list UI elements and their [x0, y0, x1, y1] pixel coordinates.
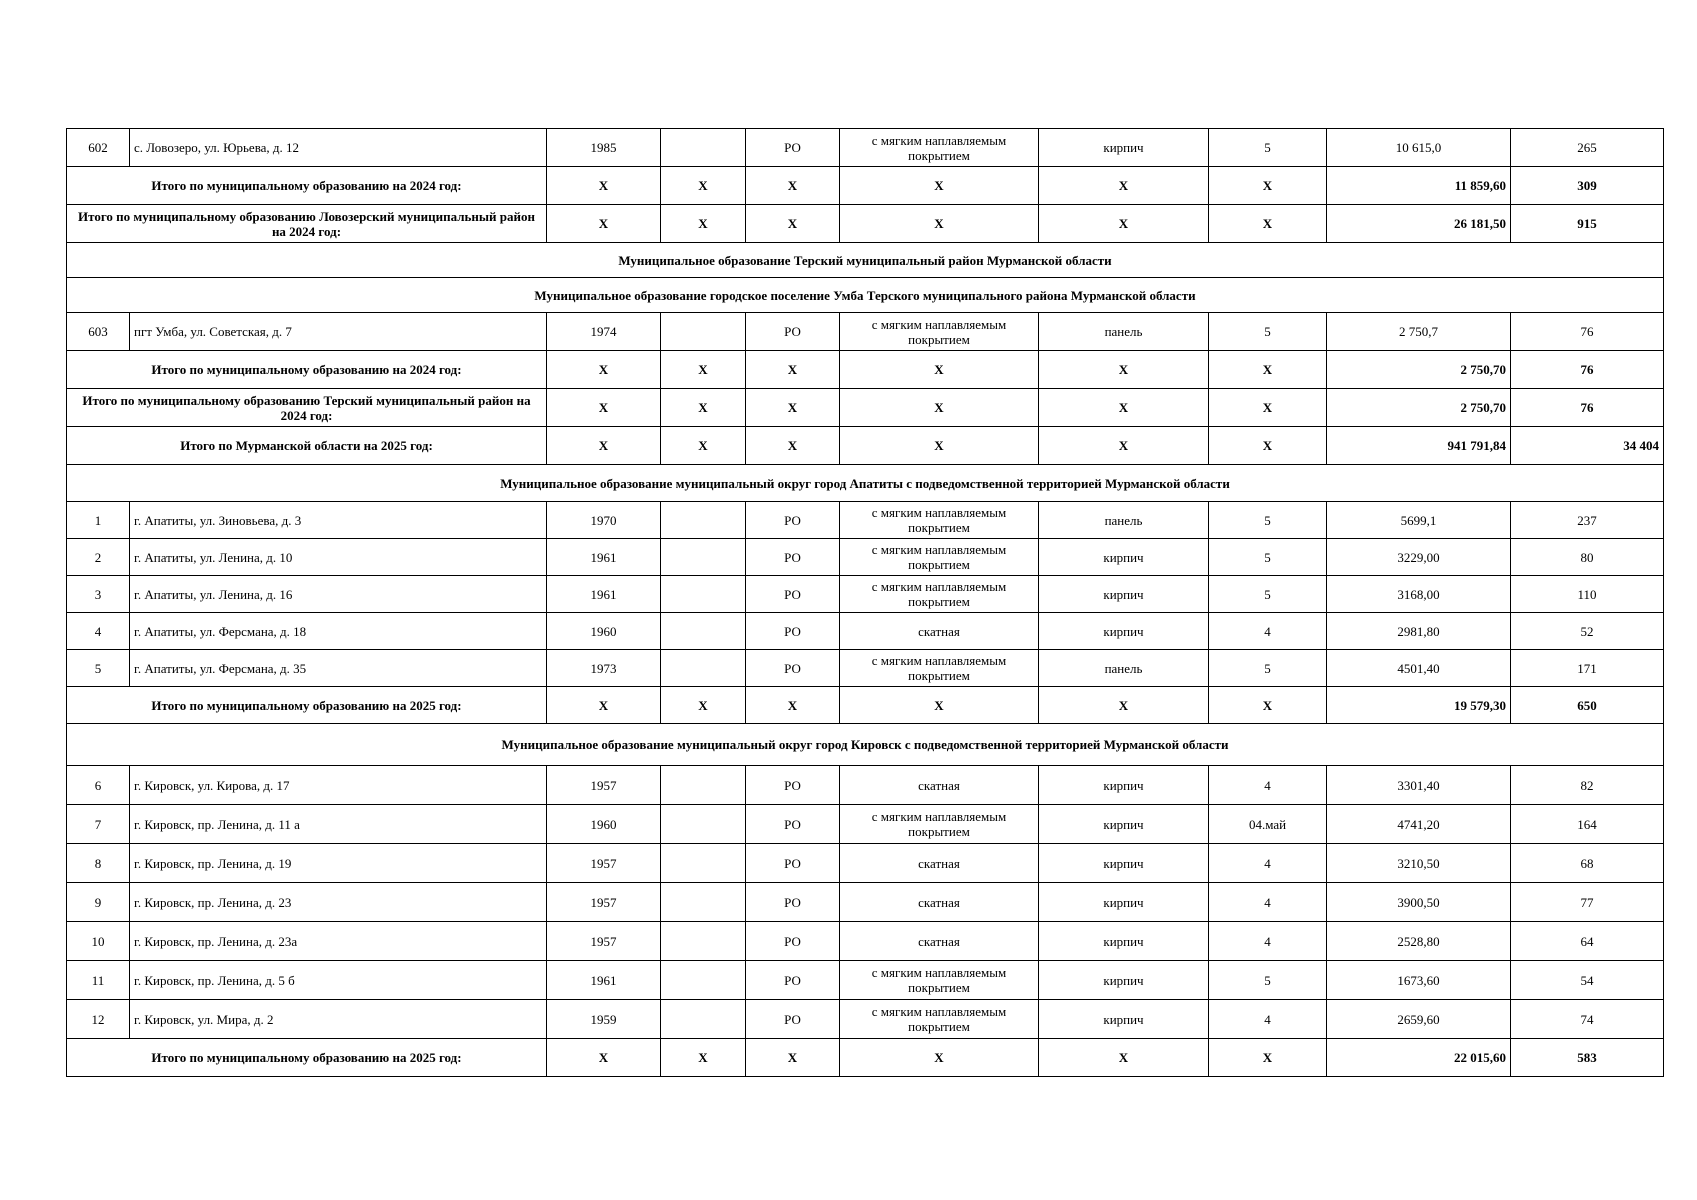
year-cell: 1961: [547, 576, 661, 613]
blank-cell: [661, 502, 746, 539]
wall-material-cell: кирпич: [1039, 1000, 1209, 1039]
total-label: Итого по муниципальному образованию Терский муниципальный район на 2024 год:: [67, 389, 547, 427]
blank-cell: [661, 805, 746, 844]
section-header-row: [67, 243, 1664, 278]
roof-type-cell: с мягким наплавляемым покрытием: [840, 961, 1039, 1000]
roof-type-cell: с мягким наплавляемым покрытием: [840, 129, 1039, 167]
row-number: 12: [67, 1000, 130, 1039]
x-mark: X: [547, 389, 661, 427]
x-mark: X: [1209, 205, 1327, 243]
roof-type-cell: скатная: [840, 922, 1039, 961]
total-residents: 309: [1511, 167, 1664, 205]
residents-cell: 164: [1511, 805, 1664, 844]
total-area: 941 791,84: [1327, 427, 1511, 465]
x-mark: X: [1209, 389, 1327, 427]
fund-method-cell: РО: [746, 805, 840, 844]
residents-cell: 74: [1511, 1000, 1664, 1039]
wall-material-cell: кирпич: [1039, 805, 1209, 844]
residents-cell: 80: [1511, 539, 1664, 576]
roof-type-cell: скатная: [840, 766, 1039, 805]
wall-material-cell: кирпич: [1039, 844, 1209, 883]
year-cell: 1957: [547, 922, 661, 961]
wall-material-cell: кирпич: [1039, 576, 1209, 613]
wall-material-cell: кирпич: [1039, 883, 1209, 922]
x-mark: X: [1209, 427, 1327, 465]
fund-method-cell: РО: [746, 1000, 840, 1039]
x-mark: X: [840, 351, 1039, 389]
row-number: 603: [67, 313, 130, 351]
table-row: [67, 539, 1664, 576]
table-row: [67, 922, 1664, 961]
total-label: Итого по муниципальному образованию на 2025 год:: [67, 687, 547, 724]
roof-type-cell: с мягким наплавляемым покрытием: [840, 502, 1039, 539]
table-row: [67, 766, 1664, 805]
wall-material-cell: панель: [1039, 650, 1209, 687]
total-area: 26 181,50: [1327, 205, 1511, 243]
x-mark: X: [661, 205, 746, 243]
wall-material-cell: кирпич: [1039, 613, 1209, 650]
address-cell: г. Апатиты, ул. Ферсмана, д. 18: [130, 613, 547, 650]
total-row: [67, 1039, 1664, 1077]
x-mark: X: [1039, 427, 1209, 465]
x-mark: X: [661, 427, 746, 465]
floors-cell: 4: [1209, 613, 1327, 650]
x-mark: X: [1039, 687, 1209, 724]
total-residents: 650: [1511, 687, 1664, 724]
address-cell: г. Апатиты, ул. Зиновьева, д. 3: [130, 502, 547, 539]
x-mark: X: [840, 687, 1039, 724]
blank-cell: [661, 576, 746, 613]
total-row: [67, 389, 1664, 427]
x-mark: X: [661, 687, 746, 724]
wall-material-cell: кирпич: [1039, 129, 1209, 167]
x-mark: X: [661, 1039, 746, 1077]
table-row: [67, 1000, 1664, 1039]
x-mark: X: [547, 427, 661, 465]
fund-method-cell: РО: [746, 502, 840, 539]
total-area: 2 750,70: [1327, 351, 1511, 389]
x-mark: X: [1039, 351, 1209, 389]
year-cell: 1957: [547, 883, 661, 922]
residents-cell: 64: [1511, 922, 1664, 961]
address-cell: с. Ловозеро, ул. Юрьева, д. 12: [130, 129, 547, 167]
wall-material-cell: кирпич: [1039, 539, 1209, 576]
area-cell: 1673,60: [1327, 961, 1511, 1000]
x-mark: X: [547, 351, 661, 389]
table-row: [67, 129, 1664, 167]
year-cell: 1985: [547, 129, 661, 167]
total-label: Итого по Мурманской области на 2025 год:: [67, 427, 547, 465]
year-cell: 1960: [547, 805, 661, 844]
section-header: Муниципальное образование муниципальный округ город Апатиты с подведомственной территорией Мурманской области: [67, 465, 1664, 502]
x-mark: X: [661, 167, 746, 205]
address-cell: г. Апатиты, ул. Ферсмана, д. 35: [130, 650, 547, 687]
residents-cell: 110: [1511, 576, 1664, 613]
roof-type-cell: скатная: [840, 613, 1039, 650]
floors-cell: 5: [1209, 539, 1327, 576]
blank-cell: [661, 961, 746, 1000]
section-header: Муниципальное образование Терский муниципальный район Мурманской области: [67, 243, 1664, 278]
total-residents: 34 404: [1511, 427, 1664, 465]
table-row: [67, 883, 1664, 922]
floors-cell: 04.май: [1209, 805, 1327, 844]
x-mark: X: [840, 167, 1039, 205]
row-number: 4: [67, 613, 130, 650]
x-mark: X: [547, 1039, 661, 1077]
area-cell: 3301,40: [1327, 766, 1511, 805]
roof-type-cell: с мягким наплавляемым покрытием: [840, 539, 1039, 576]
wall-material-cell: кирпич: [1039, 922, 1209, 961]
x-mark: X: [1039, 205, 1209, 243]
area-cell: 3229,00: [1327, 539, 1511, 576]
roof-type-cell: с мягким наплавляемым покрытием: [840, 313, 1039, 351]
year-cell: 1970: [547, 502, 661, 539]
wall-material-cell: панель: [1039, 313, 1209, 351]
blank-cell: [661, 129, 746, 167]
residents-cell: 171: [1511, 650, 1664, 687]
x-mark: X: [661, 389, 746, 427]
table-row: [67, 576, 1664, 613]
year-cell: 1961: [547, 539, 661, 576]
table-row: [67, 961, 1664, 1000]
address-cell: г. Кировск, пр. Ленина, д. 23а: [130, 922, 547, 961]
blank-cell: [661, 1000, 746, 1039]
area-cell: 2 750,7: [1327, 313, 1511, 351]
residents-cell: 52: [1511, 613, 1664, 650]
total-area: 19 579,30: [1327, 687, 1511, 724]
total-residents: 76: [1511, 389, 1664, 427]
x-mark: X: [840, 427, 1039, 465]
section-header: Муниципальное образование городское поселение Умба Терского муниципального района Мурманской области: [67, 278, 1664, 313]
x-mark: X: [547, 167, 661, 205]
residents-cell: 68: [1511, 844, 1664, 883]
fund-method-cell: РО: [746, 576, 840, 613]
residents-cell: 237: [1511, 502, 1664, 539]
wall-material-cell: панель: [1039, 502, 1209, 539]
area-cell: 2659,60: [1327, 1000, 1511, 1039]
x-mark: X: [1209, 687, 1327, 724]
blank-cell: [661, 844, 746, 883]
x-mark: X: [840, 205, 1039, 243]
section-header: Муниципальное образование муниципальный округ город Кировск с подведомственной территорией Мурманской области: [67, 724, 1664, 766]
blank-cell: [661, 613, 746, 650]
x-mark: X: [1039, 389, 1209, 427]
residents-cell: 82: [1511, 766, 1664, 805]
roof-type-cell: с мягким наплавляемым покрытием: [840, 650, 1039, 687]
fund-method-cell: РО: [746, 313, 840, 351]
total-row: [67, 427, 1664, 465]
x-mark: X: [1039, 1039, 1209, 1077]
x-mark: X: [1209, 1039, 1327, 1077]
blank-cell: [661, 883, 746, 922]
housing-table: [66, 128, 1664, 1077]
residents-cell: 265: [1511, 129, 1664, 167]
year-cell: 1974: [547, 313, 661, 351]
x-mark: X: [746, 687, 840, 724]
year-cell: 1960: [547, 613, 661, 650]
address-cell: г. Кировск, пр. Ленина, д. 11 а: [130, 805, 547, 844]
year-cell: 1957: [547, 766, 661, 805]
area-cell: 4741,20: [1327, 805, 1511, 844]
area-cell: 2528,80: [1327, 922, 1511, 961]
total-area: 22 015,60: [1327, 1039, 1511, 1077]
area-cell: 4501,40: [1327, 650, 1511, 687]
floors-cell: 5: [1209, 502, 1327, 539]
x-mark: X: [547, 687, 661, 724]
fund-method-cell: РО: [746, 129, 840, 167]
total-label: Итого по муниципальному образованию на 2025 год:: [67, 1039, 547, 1077]
section-header-row: [67, 278, 1664, 313]
address-cell: г. Кировск, ул. Кирова, д. 17: [130, 766, 547, 805]
wall-material-cell: кирпич: [1039, 961, 1209, 1000]
address-cell: г. Кировск, пр. Ленина, д. 5 б: [130, 961, 547, 1000]
row-number: 9: [67, 883, 130, 922]
total-label: Итого по муниципальному образованию на 2024 год:: [67, 167, 547, 205]
fund-method-cell: РО: [746, 539, 840, 576]
table-row: [67, 650, 1664, 687]
blank-cell: [661, 539, 746, 576]
year-cell: 1957: [547, 844, 661, 883]
area-cell: 3900,50: [1327, 883, 1511, 922]
x-mark: X: [547, 205, 661, 243]
fund-method-cell: РО: [746, 844, 840, 883]
total-area: 2 750,70: [1327, 389, 1511, 427]
table-row: [67, 313, 1664, 351]
floors-cell: 4: [1209, 1000, 1327, 1039]
floors-cell: 4: [1209, 844, 1327, 883]
fund-method-cell: РО: [746, 613, 840, 650]
total-row: [67, 167, 1664, 205]
address-cell: пгт Умба, ул. Советская, д. 7: [130, 313, 547, 351]
blank-cell: [661, 766, 746, 805]
x-mark: X: [746, 205, 840, 243]
row-number: 6: [67, 766, 130, 805]
roof-type-cell: скатная: [840, 844, 1039, 883]
floors-cell: 4: [1209, 922, 1327, 961]
fund-method-cell: РО: [746, 883, 840, 922]
address-cell: г. Кировск, пр. Ленина, д. 23: [130, 883, 547, 922]
floors-cell: 5: [1209, 576, 1327, 613]
row-number: 2: [67, 539, 130, 576]
table-row: [67, 502, 1664, 539]
section-header-row: [67, 465, 1664, 502]
roof-type-cell: с мягким наплавляемым покрытием: [840, 576, 1039, 613]
year-cell: 1959: [547, 1000, 661, 1039]
roof-type-cell: с мягким наплавляемым покрытием: [840, 1000, 1039, 1039]
fund-method-cell: РО: [746, 961, 840, 1000]
x-mark: X: [840, 1039, 1039, 1077]
row-number: 3: [67, 576, 130, 613]
x-mark: X: [661, 351, 746, 389]
floors-cell: 5: [1209, 650, 1327, 687]
row-number: 11: [67, 961, 130, 1000]
floors-cell: 4: [1209, 883, 1327, 922]
x-mark: X: [1209, 351, 1327, 389]
total-row: [67, 687, 1664, 724]
table-row: [67, 844, 1664, 883]
total-residents: 76: [1511, 351, 1664, 389]
total-label: Итого по муниципальному образованию на 2024 год:: [67, 351, 547, 389]
address-cell: г. Апатиты, ул. Ленина, д. 10: [130, 539, 547, 576]
residents-cell: 54: [1511, 961, 1664, 1000]
floors-cell: 5: [1209, 961, 1327, 1000]
row-number: 602: [67, 129, 130, 167]
blank-cell: [661, 313, 746, 351]
address-cell: г. Апатиты, ул. Ленина, д. 16: [130, 576, 547, 613]
roof-type-cell: скатная: [840, 883, 1039, 922]
floors-cell: 4: [1209, 766, 1327, 805]
total-residents: 915: [1511, 205, 1664, 243]
row-number: 1: [67, 502, 130, 539]
table-row: [67, 805, 1664, 844]
row-number: 5: [67, 650, 130, 687]
x-mark: X: [840, 389, 1039, 427]
fund-method-cell: РО: [746, 766, 840, 805]
total-area: 11 859,60: [1327, 167, 1511, 205]
total-row: [67, 205, 1664, 243]
total-row: [67, 351, 1664, 389]
year-cell: 1973: [547, 650, 661, 687]
row-number: 8: [67, 844, 130, 883]
x-mark: X: [746, 167, 840, 205]
x-mark: X: [746, 389, 840, 427]
area-cell: 3210,50: [1327, 844, 1511, 883]
address-cell: г. Кировск, пр. Ленина, д. 19: [130, 844, 547, 883]
fund-method-cell: РО: [746, 922, 840, 961]
residents-cell: 76: [1511, 313, 1664, 351]
section-header-row: [67, 724, 1664, 766]
area-cell: 5699,1: [1327, 502, 1511, 539]
area-cell: 2981,80: [1327, 613, 1511, 650]
year-cell: 1961: [547, 961, 661, 1000]
x-mark: X: [1039, 167, 1209, 205]
roof-type-cell: с мягким наплавляемым покрытием: [840, 805, 1039, 844]
row-number: 10: [67, 922, 130, 961]
x-mark: X: [746, 427, 840, 465]
total-label: Итого по муниципальному образованию Ловозерский муниципальный район на 2024 год:: [67, 205, 547, 243]
x-mark: X: [746, 1039, 840, 1077]
total-residents: 583: [1511, 1039, 1664, 1077]
area-cell: 3168,00: [1327, 576, 1511, 613]
blank-cell: [661, 922, 746, 961]
address-cell: г. Кировск, ул. Мира, д. 2: [130, 1000, 547, 1039]
x-mark: X: [1209, 167, 1327, 205]
x-mark: X: [746, 351, 840, 389]
floors-cell: 5: [1209, 313, 1327, 351]
table-row: [67, 613, 1664, 650]
floors-cell: 5: [1209, 129, 1327, 167]
fund-method-cell: РО: [746, 650, 840, 687]
row-number: 7: [67, 805, 130, 844]
area-cell: 10 615,0: [1327, 129, 1511, 167]
wall-material-cell: кирпич: [1039, 766, 1209, 805]
blank-cell: [661, 650, 746, 687]
residents-cell: 77: [1511, 883, 1664, 922]
